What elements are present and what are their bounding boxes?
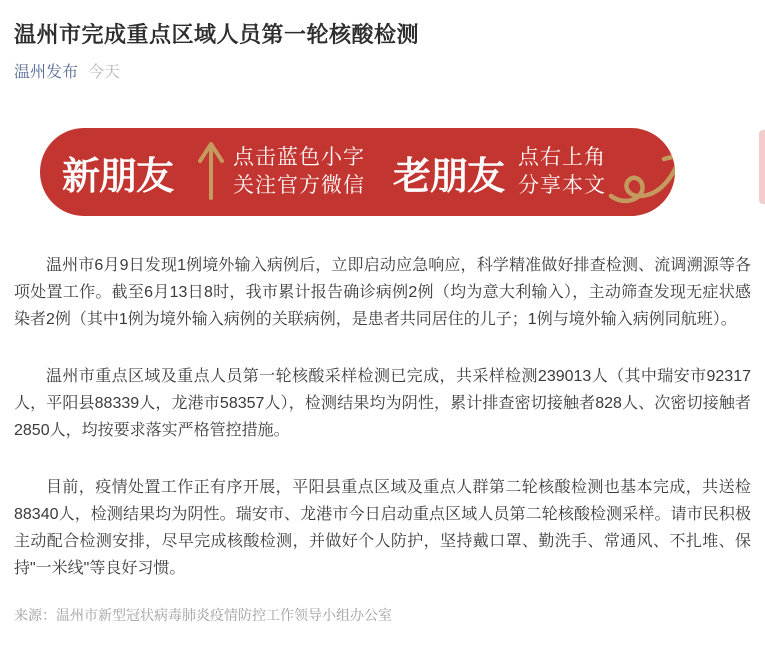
next-carousel-image-sliver [759, 130, 765, 204]
account-name-link[interactable]: 温州发布 [14, 64, 79, 81]
old-friends-caption [518, 144, 606, 200]
old-friends-line1: 点右上角 [518, 146, 607, 169]
new-friends-label: 新朋友 [62, 155, 174, 198]
paragraph-3: 目前，疫情处置工作正有序开展，平阳县重点区域及重点人群第二轮核酸检测也基本完成，共送检88340人，检测结果均为阴性。瑞安市、龙港市今日启动重点区域人员第二轮核酸检测采样。请市民积极主动配合检测安排，尽早完成核酸检测，并做好个人防护，坚持戴口罩、勤洗手、常通风、不扎堆、保持"一米线"等良好习惯。 [14, 479, 751, 577]
source-attribution: 来源：温州市新型冠状病毒肺炎疫情防控工作领导小组办公室 [14, 607, 392, 623]
page-title: 温州市完成重点区域人员第一轮核酸检测 [14, 22, 420, 47]
new-friends-line2: 关注官方微信 [233, 174, 366, 197]
old-friends-label: 老朋友 [393, 155, 505, 198]
paragraph-2: 温州市重点区域及重点人员第一轮核酸采样检测已完成，共采样检测239013人（其中瑞安市92317人，平阳县88339人，龙港市58357人），检测结果均为阴性，累计排查密切接触者828人、次密切接触者2850人，均按要求落实严格管控措施。 [14, 368, 751, 439]
up-arrow-icon [197, 138, 225, 207]
publish-time: 今天 [88, 64, 121, 81]
promo-banner-image[interactable] [40, 128, 675, 216]
article-body [14, 252, 751, 582]
paragraph-1: 温州市6月9日发现1例境外输入病例后，立即启动应急响应，科学精准做好排查检测、流调溯源等各项处置工作。截至6月13日8时，我市累计报告确诊病例2例（均为意大利输入），主动筛查发现无症状感染者2例（其中1例为境外输入病例的关联病例，是患者共同居住的儿子；1例与境外输入病例同航班）。 [14, 257, 751, 328]
old-friends-line2: 分享本文 [518, 174, 607, 197]
byline [14, 62, 751, 84]
new-friends-caption [233, 144, 365, 200]
new-friends-line1: 点击蓝色小字 [233, 146, 366, 169]
curly-share-arrow-icon [608, 146, 675, 213]
